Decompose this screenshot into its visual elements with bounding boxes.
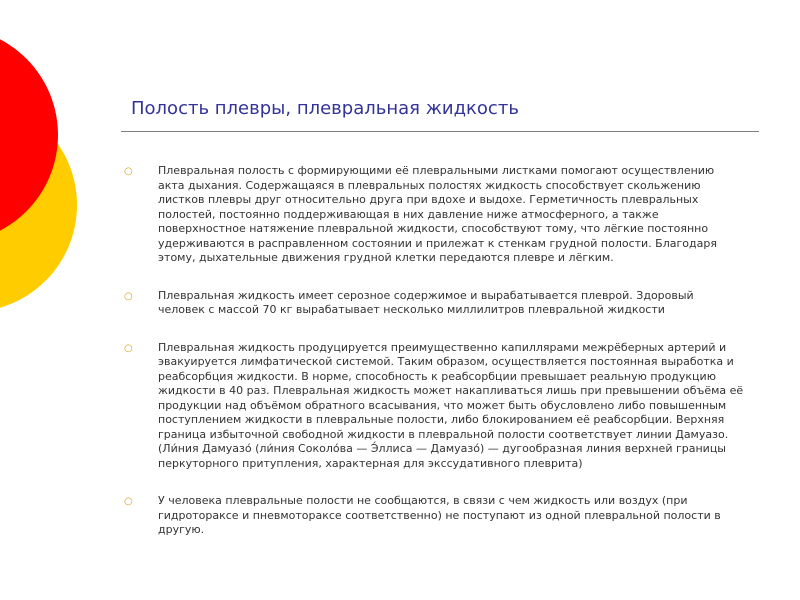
red-circle <box>0 27 58 243</box>
bullet-text: Плевральная жидкость продуцируется преимущественно капиллярами межрёберных артерий и эвакуируется лимфатической системой. Таким образом, осуществляется постоянная выработка и реабсорбция жидкости. В норме, способность к реабсорбции превышает реальную продукцию жидкости в 40 раз. Плевральная жидкость может накапливаться лишь при превышении объёма её продукции над объёмом обратного всасывания, что может быть обусловлено либо повышенным поступлением жидкости в плевральные полости, либо блокированием её реабсорбции. Верхняя граница избыточной свободной жидкости в плевральной полости соответствует линии Дамуазо. (Ли́ния Дамуазо́ (ли́ния Соколо́ва — Э́ллиса — Дамуазо́) — дугообразная линия верхней границы перкуторного притупления, характерная для экссудативного плеврита) <box>158 340 744 470</box>
title-divider <box>121 131 759 132</box>
bullet-text: Плевральная полость с формирующими её плевральными листками помогают осуществлению акта дыхания. Содержащаяся в плевральных полостях жидкость способствует скольжению листков плевры друг относительно друга при вдохе и выдохе. Герметичность плевральных полостей, постоянно поддерживающая в них давление ниже атмосферного, а также поверхностное натяжение плевральной жидкости, способствуют тому, что лёгкие постоянно удерживаются в расправленном состоянии и прилежат к стенкам грудной полости. Благодаря этому, дыхательные движения грудной клетки передаются плевре и лёгким. <box>158 164 717 264</box>
bullet-item <box>124 289 744 318</box>
slide-title: Полость плевры, плевральная жидкость <box>131 98 519 119</box>
bullet-text: У человека плевральные полости не сообщаются, в связи с чем жидкость или воздух (при гидротораксе и пневмотораксе соответственно) не поступают из одной плевральной полости в другую. <box>158 494 721 536</box>
bullet-item <box>124 164 744 266</box>
bullet-item <box>124 494 744 538</box>
circle-bullet-icon: ○ <box>124 166 133 177</box>
circle-bullet-icon: ○ <box>124 496 133 507</box>
decorative-circles <box>0 0 80 320</box>
bullet-list <box>124 164 744 561</box>
yellow-circle <box>0 98 77 312</box>
bullet-item <box>124 341 744 472</box>
bullet-text: Плевральная жидкость имеет серозное содержимое и вырабатывается плеврой. Здоровый человек с массой 70 кг вырабатывает несколько миллилитров плевральной жидкости <box>158 288 694 316</box>
circle-bullet-icon: ○ <box>124 290 133 302</box>
circle-bullet-icon: ○ <box>124 342 133 354</box>
